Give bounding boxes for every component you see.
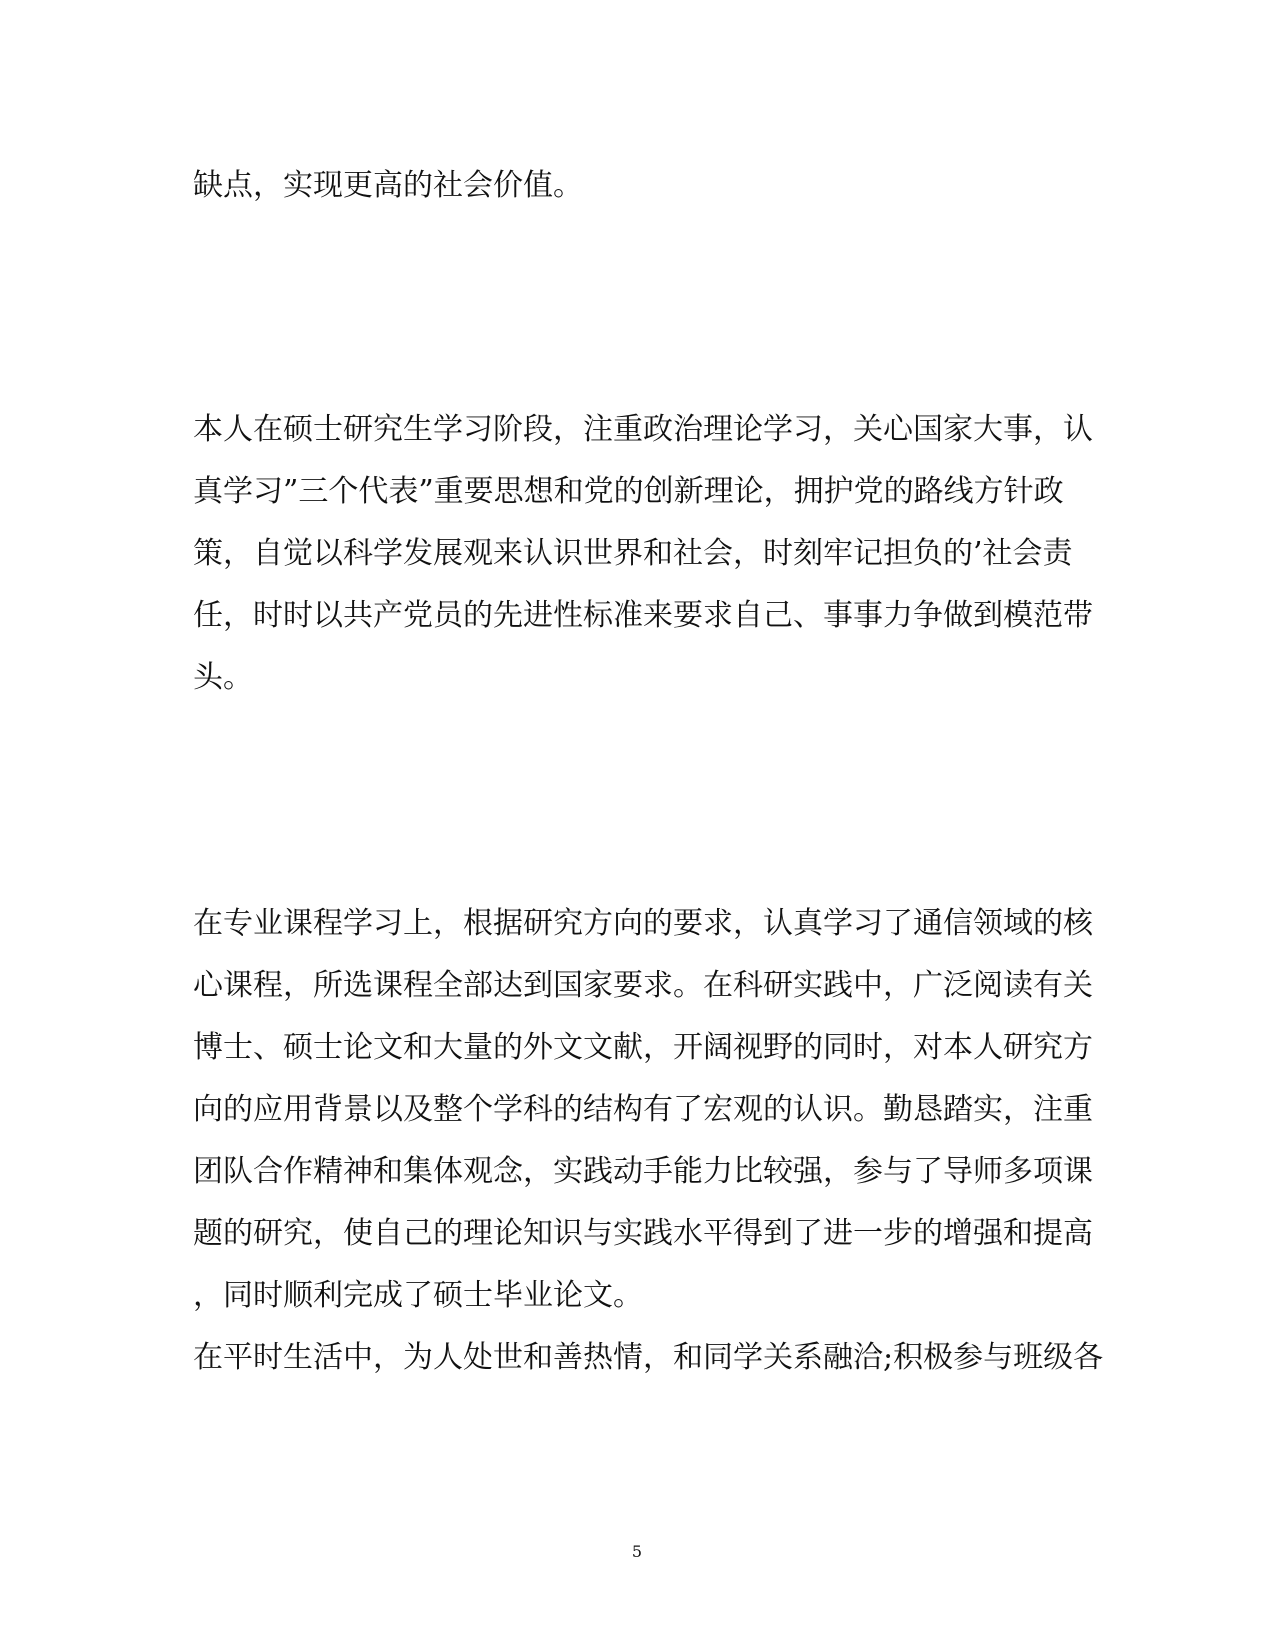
paragraph-4-line-1: 在平时生活中，为人处世和善热情，和同学关系融洽;积极参与班级各 — [193, 1340, 1104, 1375]
paragraph-2-line-1: 本人在硕士研究生学习阶段，注重政治理论学习，关心国家大事，认 — [193, 412, 1093, 447]
paragraph-3-line-2: 心课程，所选课程全部达到国家要求。在科研实践中，广泛阅读有关 — [193, 968, 1093, 1003]
paragraph-3-line-7: ，同时顺利完成了硕士毕业论文。 — [193, 1278, 643, 1313]
paragraph-3-line-6: 题的研究，使自己的理论知识与实践水平得到了进一步的增强和提高 — [193, 1216, 1093, 1251]
paragraph-2-line-4: 任，时时以共产党员的先进性标准来要求自己、事事力争做到模范带 — [193, 598, 1093, 633]
paragraph-1-line-1: 缺点，实现更高的社会价值。 — [193, 168, 583, 203]
paragraph-3-line-1: 在专业课程学习上，根据研究方向的要求，认真学习了通信领域的核 — [193, 906, 1093, 941]
paragraph-2-line-2: 真学习”三个代表”重要思想和党的创新理论，拥护党的路线方针政 — [193, 474, 1064, 509]
page-number: 5 — [631, 1542, 643, 1561]
paragraph-3-line-4: 向的应用背景以及整个学科的结构有了宏观的认识。勤恳踏实，注重 — [193, 1092, 1093, 1127]
paragraph-2-line-5: 头。 — [193, 660, 253, 695]
paragraph-3-line-5: 团队合作精神和集体观念，实践动手能力比较强，参与了导师多项课 — [193, 1154, 1093, 1189]
paragraph-2-line-3: 策，自觉以科学发展观来认识世界和社会，时刻牢记担负的’社会责 — [193, 536, 1073, 571]
paragraph-3-line-3: 博士、硕士论文和大量的外文文献，开阔视野的同时，对本人研究方 — [193, 1030, 1093, 1065]
